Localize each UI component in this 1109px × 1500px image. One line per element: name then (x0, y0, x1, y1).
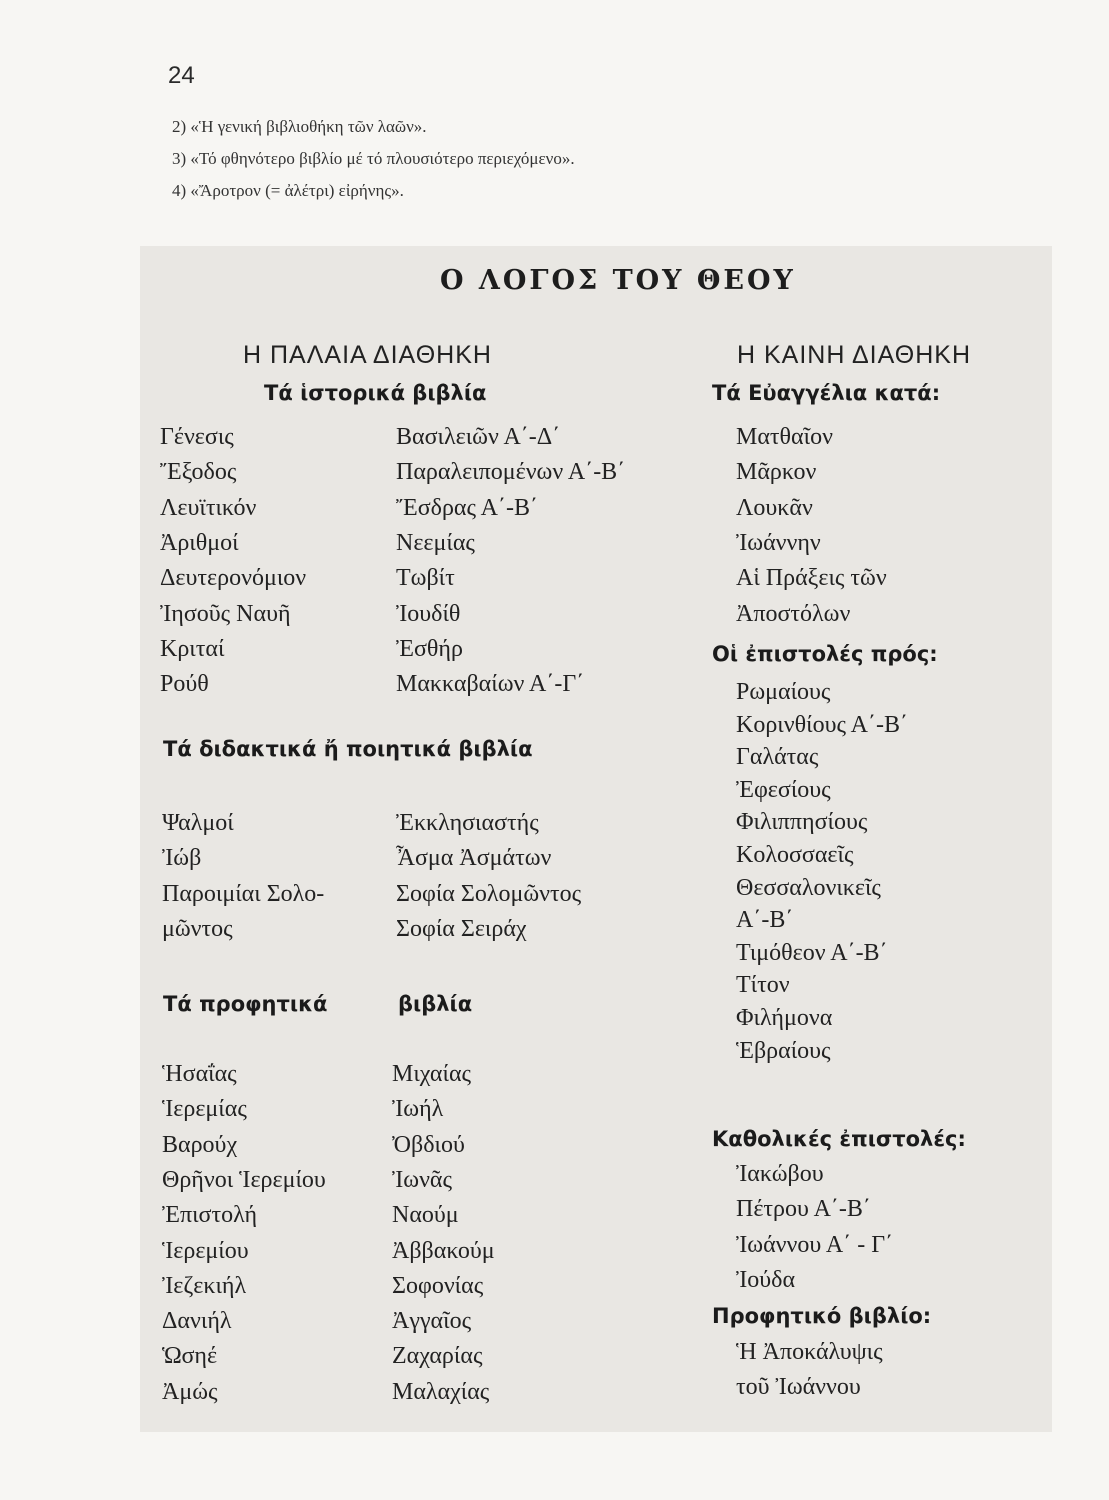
book-entry: Μαλαχίας (392, 1378, 490, 1405)
book-entry: Ρούθ (160, 671, 209, 698)
book-entry: Ἀμώς (162, 1378, 218, 1405)
footnote-3: 3) «Τό φθηνότερο βιβλίο μέ τό πλουσιότερο περιεχόμενο». (172, 149, 575, 168)
book-entry: Δανιήλ (162, 1308, 232, 1335)
book-entry: Λευϊτικόν (160, 494, 257, 521)
book-entry: Παραλειπομένων Α΄-Β΄ (396, 459, 626, 486)
book-entry: Φιλιππησίους (736, 809, 868, 836)
book-entry: Ματθαῖον (736, 424, 833, 450)
book-entry: Τίτον (736, 972, 790, 999)
new-testament-label: Η ΚΑΙΝΗ ΔΙΑΘΗΚΗ (737, 341, 971, 369)
book-entry: Κορινθίους Α΄-Β΄ (736, 711, 908, 738)
book-entry: Ἰωνᾶς (392, 1166, 453, 1193)
book-entry: Θρῆνοι Ἱερεμίου (162, 1166, 326, 1193)
gospels-heading: Τά Εὐαγγέλια κατά: (712, 381, 941, 405)
book-entry: Ἀριθμοί (160, 529, 239, 556)
book-entry: Ἀποστόλων (736, 600, 851, 627)
prophetic-books-heading-word: βιβλία (398, 992, 473, 1016)
book-entry: Πέτρου Α΄-Β΄ (736, 1196, 871, 1223)
book-entry: Ἀγγαῖος (392, 1308, 472, 1335)
catholic-epistles-heading: Καθολικές ἐπιστολές: (712, 1127, 966, 1151)
book-entry: Ὡσηέ (162, 1343, 218, 1370)
book-entry: Ἐσθήρ (396, 635, 463, 662)
book-entry: Μᾶρκον (736, 459, 817, 486)
book-entry: Γένεσις (160, 424, 234, 450)
book-entry: Ἰούδα (736, 1266, 796, 1293)
book-entry: Σοφία Σολομῶντος (396, 880, 582, 907)
page-title: Ο ΛΟΓΟΣ ΤΟΥ ΘΕΟΥ (440, 265, 796, 296)
book-entry: Κολοσσαεῖς (736, 842, 854, 868)
book-entry: Τιμόθεον Α΄-Β΄ (736, 939, 888, 966)
footnote-2: 2) «Ἡ γενική βιβλιοθήκη τῶν λαῶν». (172, 117, 427, 136)
book-entry: Βαρούχ (162, 1131, 238, 1158)
book-entry: Α΄-Β΄ (736, 907, 794, 934)
didactic-books-heading: Τά διδακτικά ἤ ποιητικά βιβλία (163, 737, 533, 761)
book-entry: Ψαλμοί (162, 810, 234, 836)
book-entry: Ἰακώβου (736, 1161, 824, 1187)
book-entry: Ἀββακούμ (392, 1237, 495, 1264)
book-entry: Ἱερεμίας (162, 1096, 247, 1123)
book-entry: Ἐφεσίους (736, 776, 831, 803)
book-entry: Σοφονίας (392, 1272, 484, 1299)
book-entry: Ἰωάννου Α΄ - Γ΄ (736, 1231, 894, 1258)
book-entry: Φιλήμονα (736, 1005, 833, 1031)
book-entry: Ἰώβ (162, 845, 202, 872)
prophetic-book-heading: Προφητικό βιβλίο: (712, 1304, 932, 1328)
book-entry: Ρωμαίους (736, 679, 831, 705)
content-box (140, 246, 1052, 1432)
book-entry: Βασιλειῶν Α΄-Δ΄ (396, 424, 561, 450)
book-entry: Λουκᾶν (736, 494, 813, 521)
book-entry: Τωβίτ (396, 565, 455, 592)
book-entry: Ἰησοῦς Ναυῆ (160, 600, 291, 627)
book-entry: Ἔσδρας Α΄-Β΄ (396, 494, 538, 521)
book-entry: Παροιμίαι Σολο- (162, 880, 325, 907)
book-entry: Ἰωάννην (736, 529, 821, 556)
book-entry: Ἱερεμίου (162, 1237, 249, 1264)
page-number: 24 (168, 62, 195, 89)
book-entry: Μακκαβαίων Α΄-Γ΄ (396, 671, 585, 698)
book-entry: Θεσσαλονικεῖς (736, 874, 881, 901)
book-entry: Νεεμίας (396, 529, 475, 556)
historical-books-heading: Τά ἱστορικά βιβλία (264, 381, 487, 405)
book-entry: Ἡσαΐας (162, 1061, 237, 1087)
footnote-4: 4) «Ἄροτρον (= ἀλέτρι) εἰρήνης». (172, 181, 404, 200)
book-entry: Ναούμ (392, 1202, 459, 1229)
book-entry: Ὀβδιού (392, 1131, 465, 1158)
prophetic-books-heading: Τά προφητικά (163, 992, 328, 1016)
book-entry: Ζαχαρίας (392, 1343, 483, 1370)
book-entry: Ἡ Ἀποκάλυψις (736, 1339, 883, 1365)
book-entry: Ἑβραίους (736, 1037, 831, 1064)
book-entry: Ἰωήλ (392, 1096, 444, 1123)
book-entry: Ἰουδίθ (396, 600, 461, 627)
book-entry: μῶντος (162, 915, 233, 942)
book-entry: Ἐκκλησιαστής (396, 810, 539, 836)
book-entry: Ἆσμα Ἀσμάτων (396, 845, 552, 872)
book-entry: Σοφία Σειράχ (396, 915, 527, 942)
old-testament-label: Η ΠΑΛΑΙΑ ΔΙΑΘΗΚΗ (243, 341, 492, 369)
book-entry: Ἐπιστολή (162, 1202, 258, 1229)
book-entry: Ἰεζεκιήλ (162, 1272, 247, 1299)
book-entry: Ἔξοδος (160, 459, 237, 486)
book-entry: τοῦ Ἰωάννου (736, 1374, 861, 1400)
book-entry: Γαλάτας (736, 744, 819, 771)
book-entry: Μιχαίας (392, 1061, 472, 1087)
book-entry: Κριταί (160, 635, 225, 662)
epistles-heading: Οἱ ἐπιστολές πρός: (712, 642, 938, 666)
book-entry: Αἱ Πράξεις τῶν (736, 565, 887, 592)
book-entry: Δευτερονόμιον (160, 565, 307, 592)
